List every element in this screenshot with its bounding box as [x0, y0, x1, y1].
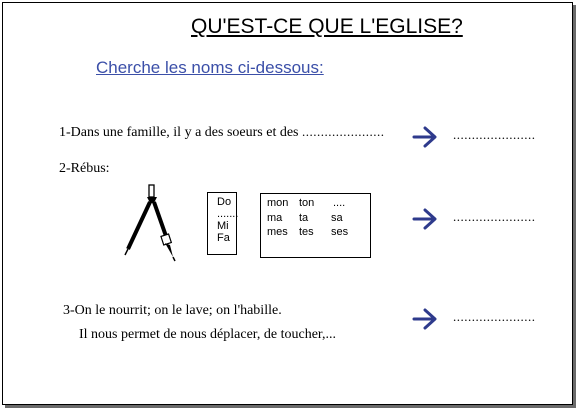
rebus-word: ton	[299, 197, 315, 209]
question-1-blank: ......................	[302, 124, 385, 139]
rebus-word: ....	[333, 197, 346, 209]
question-3-line-1: 3-On le nourrit; on le lave; on l'habille.	[63, 303, 282, 318]
answer-3-blank: ......................	[453, 309, 536, 324]
rebus-word: ta	[299, 212, 309, 224]
answer-2-blank: ......................	[453, 209, 536, 224]
worksheet-frame	[2, 2, 573, 405]
arrow-right-icon	[412, 126, 438, 148]
rebus-word: ses	[331, 226, 349, 238]
rebus-word: tes	[299, 226, 314, 238]
rebus-note-do: Do	[217, 196, 232, 208]
question-2-text: 2-Rébus:	[59, 161, 110, 176]
answer-1-blank: ......................	[453, 127, 536, 142]
rebus-note-dots: .......	[217, 208, 239, 220]
question-1-text: 1-Dans une famille, il y a des soeurs et des	[59, 125, 302, 140]
page-title: QU'EST-CE QUE L'EGLISE?	[191, 15, 463, 38]
compass-icon	[121, 183, 179, 263]
rebus-note-fa: Fa	[217, 232, 230, 244]
page-subtitle: Cherche les noms ci-dessous:	[96, 58, 324, 77]
rebus-possessives-box	[260, 193, 371, 258]
rebus-word: mon	[267, 197, 289, 209]
rebus-word: ma	[267, 212, 283, 224]
rebus-word: mes	[267, 226, 288, 238]
arrow-right-icon	[412, 308, 438, 330]
rebus-word: sa	[331, 212, 343, 224]
rebus-note-mi: Mi	[217, 220, 229, 232]
rebus-notes-box	[207, 192, 237, 255]
arrow-right-icon	[412, 208, 438, 230]
question-1	[59, 124, 385, 141]
question-3-line-2: Il nous permet de nous déplacer, de toucher,...	[79, 327, 337, 342]
